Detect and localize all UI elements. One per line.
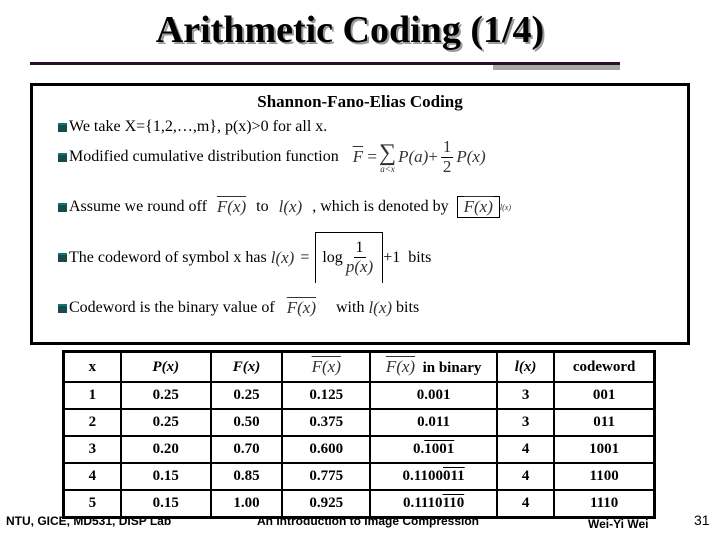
content-box (30, 83, 690, 345)
bullet-2 (69, 138, 486, 176)
cell-lx: 3 (497, 409, 554, 436)
sum-symbol: ∑ (378, 139, 397, 166)
table-row (64, 436, 655, 463)
bullet-text: Assume we round off (69, 198, 207, 215)
formula-part: l(x) (368, 298, 393, 317)
binary-repeating: 110 (442, 495, 465, 511)
cell-x: 4 (64, 463, 121, 490)
slide-title: Arithmetic Coding (1/4) (155, 9, 545, 51)
header-px: P(x) (121, 352, 211, 383)
footer-lab: NTU, GICE, MD531, DISP Lab (6, 514, 172, 528)
cell-lx: 3 (497, 382, 554, 409)
cell-px: 0.15 (121, 490, 211, 518)
bullet-4 (69, 232, 431, 283)
formula-part: F(x) (463, 197, 493, 216)
header-Fx: F(x) (211, 352, 283, 383)
header-lx: l(x) (497, 352, 554, 383)
cell-codeword: 1001 (554, 436, 654, 463)
header-part: F(x) (385, 357, 416, 376)
formula-part: P(x) (456, 147, 486, 167)
header-x: x (64, 352, 121, 383)
bullet-5 (69, 298, 419, 318)
footer-author: Wei-Yi Wei (588, 517, 649, 531)
formula-part: 1 (355, 239, 364, 257)
binary-prefix: 0.1110 (402, 495, 443, 511)
cell-Fx: 0.25 (211, 382, 283, 409)
bullet-icon (58, 304, 67, 313)
cell-x: 5 (64, 490, 121, 518)
cell-lx: 4 (497, 490, 554, 518)
bullet-icon (58, 203, 67, 212)
binary-prefix: 0.1100 (402, 468, 443, 484)
formula-modified-cdf (353, 138, 486, 176)
formula-part: 2 (442, 156, 452, 176)
table-header-row (64, 352, 655, 383)
bullet-3 (69, 196, 511, 218)
cell-Fbar: 0.600 (282, 436, 370, 463)
formula-part: a<x (380, 163, 395, 174)
formula-part: log (322, 249, 343, 266)
formula-part: 1 (442, 137, 452, 156)
binary-prefix: 0.001 (416, 387, 451, 403)
cell-lx: 4 (497, 463, 554, 490)
cell-Fbar: 0.775 (282, 463, 370, 490)
cell-x: 3 (64, 436, 121, 463)
cell-binary (370, 409, 497, 436)
footer-course: An Introduction to Image Compression (257, 514, 480, 528)
cell-Fbar: 0.375 (282, 409, 370, 436)
formula-part: = (300, 248, 310, 266)
cell-Fbar: 0.125 (282, 382, 370, 409)
coding-table (62, 350, 656, 519)
cell-lx: 4 (497, 436, 554, 463)
section-heading: Shannon-Fano-Elias Coding (257, 92, 463, 111)
cell-px: 0.25 (121, 409, 211, 436)
cell-Fx: 0.70 (211, 436, 283, 463)
formula-floor (457, 196, 500, 218)
bullet-1 (69, 118, 327, 136)
bullet-icon (58, 123, 67, 132)
formula-ceil (315, 232, 383, 283)
formula-part: l(x) (278, 197, 303, 216)
bullet-icon (58, 253, 67, 262)
bullet-icon (58, 153, 67, 162)
formula-part: l(x) (270, 247, 295, 267)
table-row (64, 409, 655, 436)
bullet-text: , which is denoted by (312, 198, 449, 215)
binary-prefix: 0. (412, 441, 425, 457)
cell-binary (370, 436, 497, 463)
formula-part: +1 (383, 248, 401, 266)
formula-part: p(x) (345, 256, 374, 276)
cell-px: 0.20 (121, 436, 211, 463)
bullet-text: Modified cumulative distribution function (69, 148, 339, 166)
formula-part: l(x) (499, 202, 512, 212)
bullet-text: The codeword of symbol x has (69, 248, 267, 266)
bullet-text: bits (396, 299, 420, 316)
cell-px: 0.25 (121, 382, 211, 409)
formula-part: + (428, 147, 438, 167)
bullet-text: to (256, 198, 269, 215)
cell-Fbar: 0.925 (282, 490, 370, 518)
cell-px: 0.15 (121, 463, 211, 490)
cell-Fx: 0.50 (211, 409, 283, 436)
header-codeword: codeword (554, 352, 654, 383)
cell-codeword: 1100 (554, 463, 654, 490)
formula-part: P(a) (398, 147, 429, 167)
bullet-text: Codeword is the binary value of (69, 299, 275, 316)
title-accent-bar (493, 65, 620, 70)
header-part: in binary (422, 360, 482, 376)
table-row (64, 463, 655, 490)
cell-x: 1 (64, 382, 121, 409)
cell-Fx: 1.00 (211, 490, 283, 518)
bullet-text: bits (408, 248, 432, 266)
binary-repeating: 1001 (424, 441, 455, 457)
header-Fbar-binary (370, 352, 497, 383)
binary-prefix: 0.011 (417, 414, 451, 430)
cell-Fx: 0.85 (211, 463, 283, 490)
bullet-text: We take X={1,2,…,m}, p(x)>0 for all x. (69, 118, 328, 135)
header-Fbar: F(x) (282, 352, 370, 383)
cell-codeword: 001 (554, 382, 654, 409)
table-row (64, 382, 655, 409)
cell-codeword: 1110 (554, 490, 654, 518)
binary-repeating: 011 (442, 468, 465, 484)
formula-part: = (367, 147, 377, 167)
bullet-text: with (336, 299, 365, 316)
formula-part: $\overline{F}$ (352, 147, 364, 167)
formula-part: F(x) (216, 197, 247, 216)
cell-codeword: 011 (554, 409, 654, 436)
cell-binary (370, 382, 497, 409)
cell-x: 2 (64, 409, 121, 436)
formula-part: F(x) (286, 298, 316, 317)
cell-binary (370, 463, 497, 490)
page-number: 31 (694, 512, 710, 528)
